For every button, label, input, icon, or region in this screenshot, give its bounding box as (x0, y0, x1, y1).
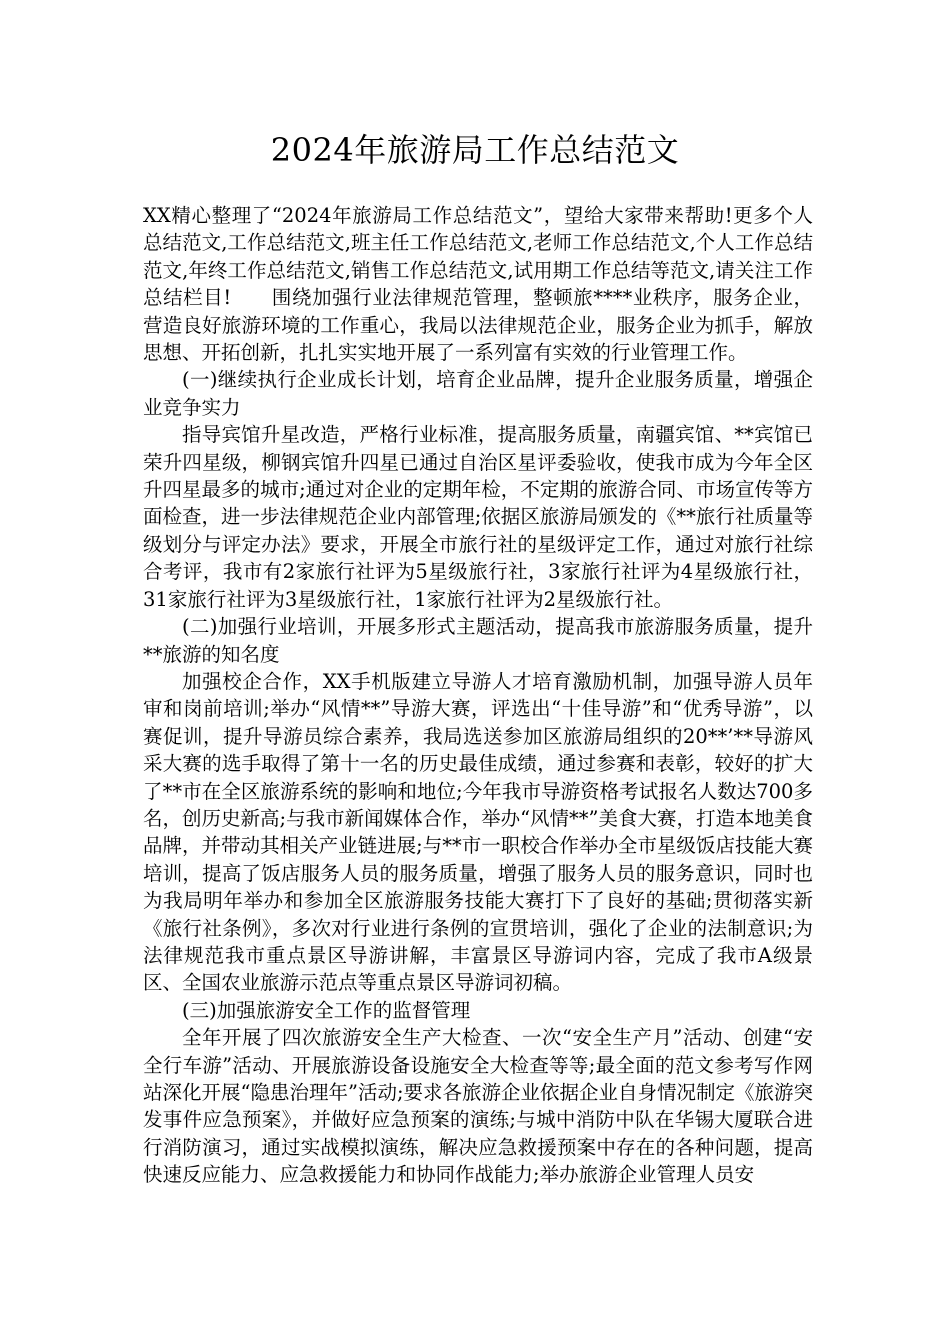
section-heading-2: (二)加强行业培训，开展多形式主题活动，提高我市旅游服务质量，提升**旅游的知名度 (143, 615, 813, 666)
intro-paragraph: XX精心整理了“2024年旅游局工作总结范文”，望给大家带来帮助!更多个人总结范文,工作总结范文,班主任工作总结范文,老师工作总结范文,个人工作总结范文,年终工作总结范文,销售工作总结范文,试用期工作总结等范文,请关注工作总结栏目! 围绕加强行业法律规范管理，整顿旅****业秩序，服务企业，营造良好旅游环境的工作重心，我局以法律规范企业，服务企业为抓手，解放思想、开拓创新，扎扎实实地开展了一系列富有实效的行业管理工作。 (143, 204, 813, 365)
section-paragraph-3: 全年开展了四次旅游安全生产大检查、一次“安全生产月”活动、创建“安全行车游”活动、开展旅游设备设施安全大检查等等;最全面的范文参考写作网站深化开展“隐患治理年”活动;要求各旅游企业依据企业自身情况制定《旅游突发事件应急预案》，并做好应急预案的演练;与城中消防中队在华锡大厦联合进行消防演习，通过实战模拟演练，解决应急救援预案中存在的各种问题，提高快速反应能力、应急救援能力和协同作战能力;举办旅游企业管理人员安 (143, 1026, 814, 1187)
document-title: 2024年旅游局工作总结范文 (270, 131, 680, 169)
document-body (143, 202, 813, 1189)
section-paragraph-2: 加强校企合作，XX手机版建立导游人才培育激励机制，加强导游人员年审和岗前培训;举办“风情**”导游大赛，评选出“十佳导游”和“优秀导游”，以赛促训，提升导游员综合素养，我局选送参加区旅游局组织的20**’**导游风采大赛的选手取得了第十一名的历史最佳成绩，通过参赛和表彰，较好的扩大了**市在全区旅游系统的影响和地位;今年我市导游资格考试报名人数达700多名，创历史新高;与我市新闻媒体合作，举办“风情**”美食大赛，打造本地美食品牌，并带动其相关产业链进展;与**市一职校合作举办全市星级饭店技能大赛培训，提高了饭店服务人员的服务质量，增强了服务人员的服务意识，同时也为我局明年举办和参加全区旅游服务技能大赛打下了良好的基础;贯彻落实新《旅行社条例》，多次对行业进行条例的宣贯培训，强化了企业的法制意识;为法律规范我市重点景区导游讲解，丰富景区导游词内容，完成了我市A级景区、全国农业旅游示范点等重点景区导游词初稿。 (143, 669, 814, 995)
section-heading-1: (一)继续执行企业成长计划，培育企业品牌，提升企业服务质量，增强企业竞争实力 (143, 368, 813, 419)
section-paragraph-1: 指导宾馆升星改造，严格行业标准，提高服务质量，南疆宾馆、**宾馆已荣升四星级，柳钢宾馆升四星已通过自治区星评委验收，使我市成为今年全区升四星最多的城市;通过对企业的定期年检，不定期的旅游合同、市场宣传等方面检查，进一步法律规范企业内部管理;依据区旅游局颁发的《**旅行社质量等级划分与评定办法》要求，开展全市旅行社的星级评定工作，通过对旅行社综合考评，我市有2家旅行社评为5星级旅行社，3家旅行社评为4星级旅行社，31家旅行社评为3星级旅行社，1家旅行社评为2星级旅行社。 (143, 423, 813, 611)
section-heading-3: (三)加强旅游安全工作的监督管理 (182, 998, 471, 1022)
